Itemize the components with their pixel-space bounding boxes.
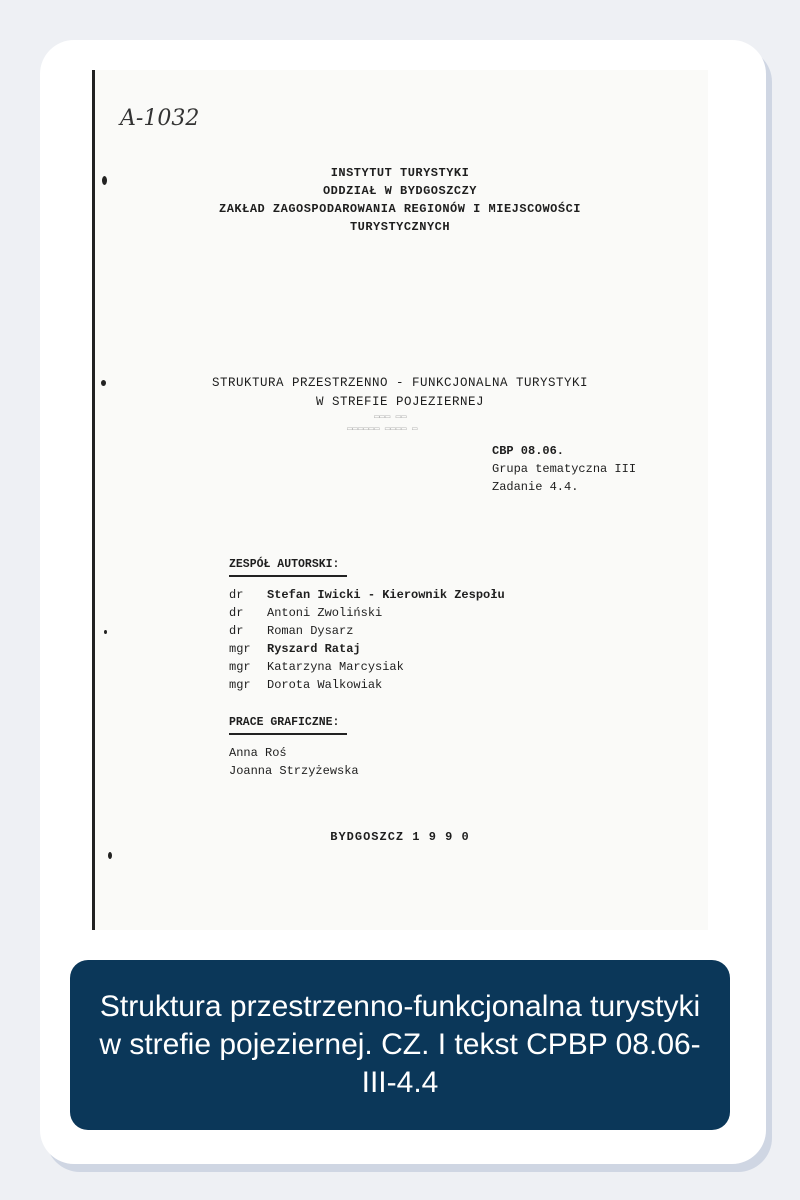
author-degree: dr <box>229 588 244 602</box>
authors-heading <box>229 558 339 571</box>
thematic-group: Grupa tematyczna III <box>492 462 637 476</box>
author-name: Stefan Iwicki - Kierownik Zespołu <box>267 588 505 602</box>
author-row <box>229 588 505 602</box>
author-degree: dr <box>229 606 244 620</box>
graphics-author: Joanna Strzyżewska <box>229 764 359 778</box>
institution-line: ODDZIAŁ W BYDGOSZCZY <box>322 184 478 198</box>
graphics-heading <box>229 716 339 729</box>
author-degree: mgr <box>229 642 251 656</box>
author-name: Katarzyna Marcysiak <box>267 660 404 674</box>
institution-line: ZAKŁAD ZAGOSPODAROWANIA REGIONÓW I MIEJSCOWOŚCI <box>219 202 581 216</box>
author-name: Roman Dysarz <box>267 624 354 638</box>
reference-number: A-1032 <box>120 106 200 131</box>
document-title-line1: STRUKTURA PRZESTRZENNO - FUNKCJONALNA TURYSTYKI <box>211 376 589 390</box>
city-year: BYDGOSZCZ 1 9 9 0 <box>330 830 470 844</box>
faded-stamp: ▭▭▭▭▭▭ ▭▭▭▭ ▭ <box>347 424 418 434</box>
authors-heading-text: ZESPÓŁ AUTORSKI: <box>229 558 340 571</box>
graphics-author: Anna Roś <box>229 746 287 760</box>
heading-underline <box>229 575 347 577</box>
caption-banner <box>70 960 730 1130</box>
author-degree: mgr <box>229 678 251 692</box>
institution-line: TURYSTYCZNYCH <box>349 220 451 234</box>
caption-text: Struktura przestrzenno-funkcjonalna turystyki w strefie pojeziernej. CZ. I tekst CPBP 08.06-III-4.4 <box>99 990 701 1099</box>
institution-line: INSTYTUT TURYSTYKI <box>330 166 470 180</box>
author-degree: mgr <box>229 660 251 674</box>
task-number: Zadanie 4.4. <box>492 480 579 494</box>
author-name: Antoni Zwoliński <box>267 606 383 620</box>
author-row <box>229 678 382 692</box>
author-row <box>229 624 353 638</box>
graphics-heading-text: PRACE GRAFICZNE: <box>229 716 340 729</box>
author-row <box>229 642 361 656</box>
faded-stamp: ▭▭▭ ▭▭ <box>374 412 407 422</box>
author-name: Ryszard Rataj <box>267 642 361 656</box>
scan-speck <box>108 852 112 859</box>
author-degree: dr <box>229 624 244 638</box>
author-name: Dorota Walkowiak <box>267 678 383 692</box>
scan-speck <box>104 630 107 634</box>
document-title-line2: W STREFIE POJEZIERNEJ <box>315 395 485 409</box>
scanned-page <box>92 70 708 930</box>
heading-underline <box>229 733 347 735</box>
cbp-number: CBP 08.06. <box>492 444 565 458</box>
author-row <box>229 660 404 674</box>
author-row <box>229 606 382 620</box>
